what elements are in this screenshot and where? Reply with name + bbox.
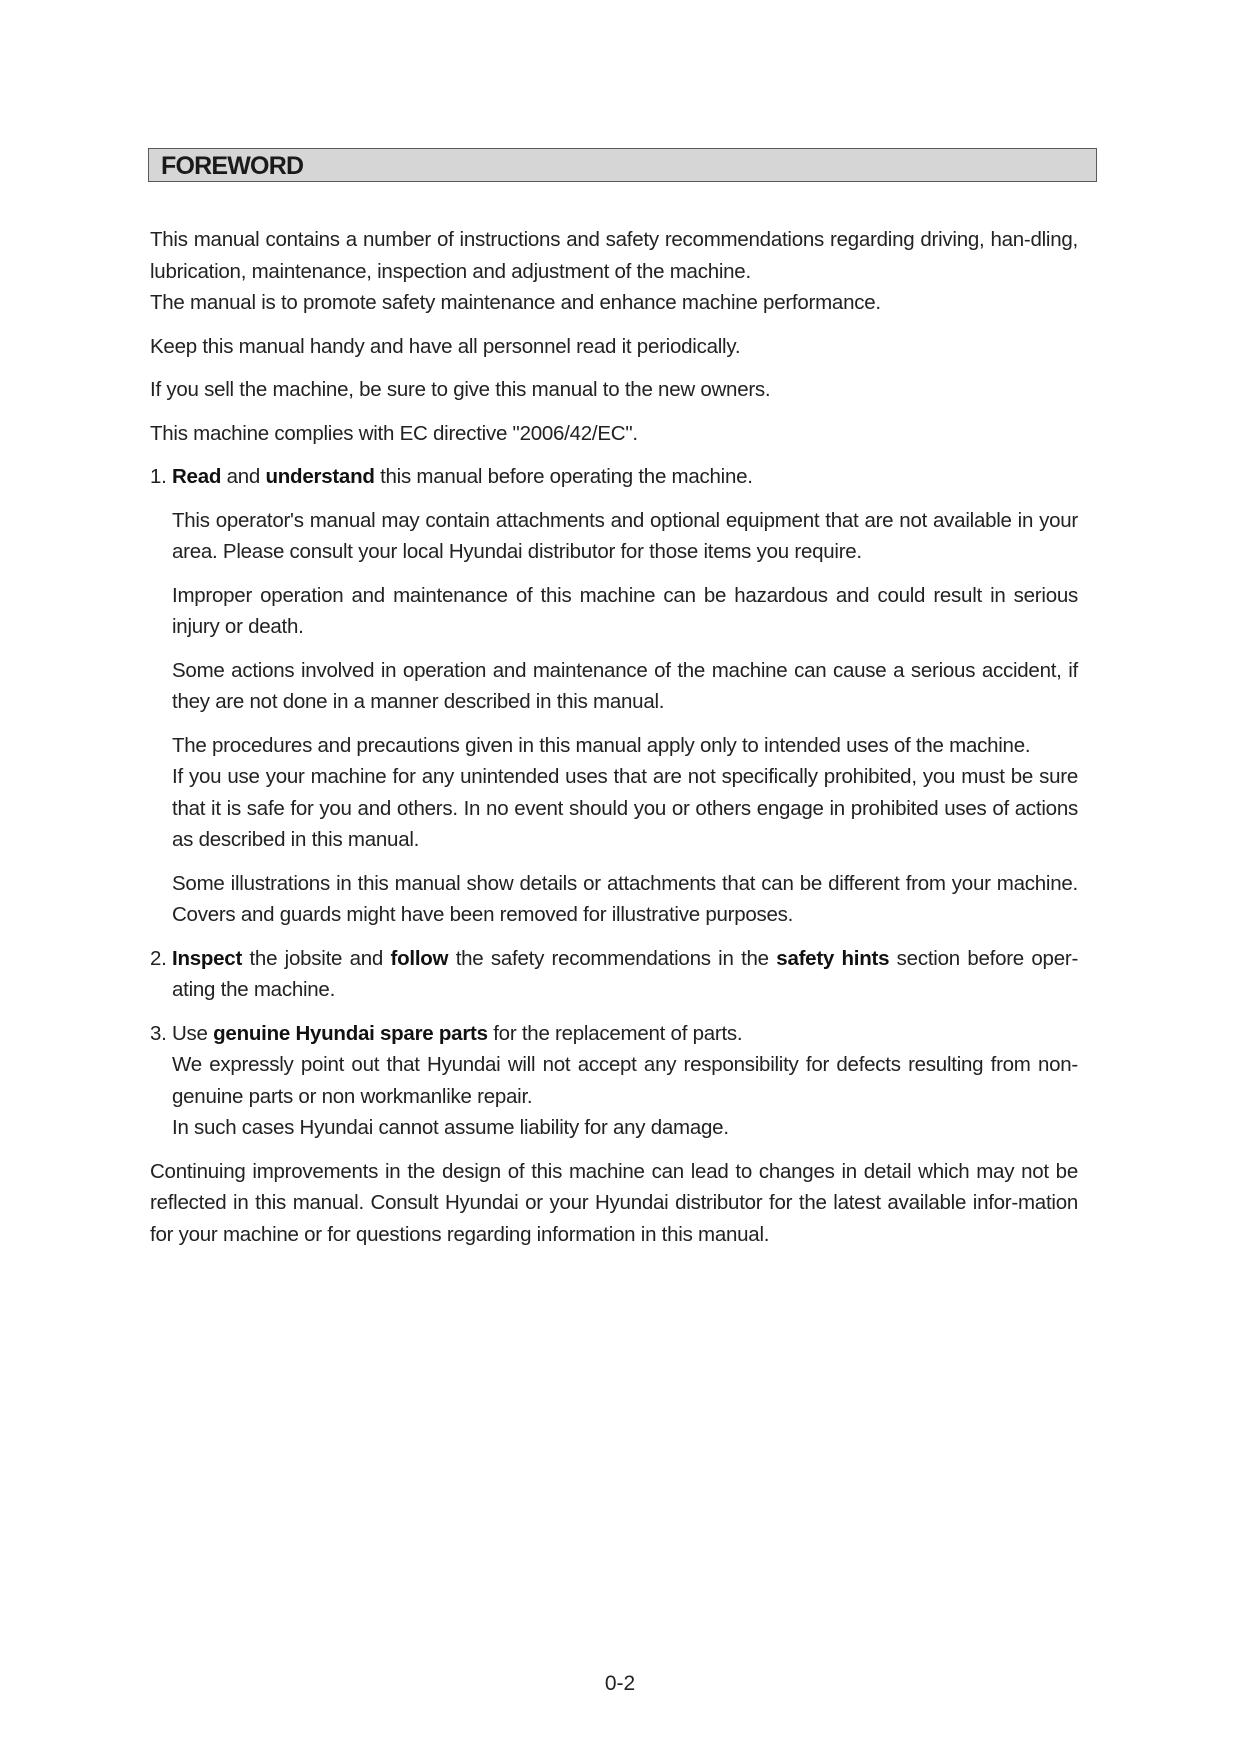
item-text: for the replacement of parts. bbox=[487, 1021, 743, 1045]
detail-paragraph: If you use your machine for any unintended uses that are not specifically prohibited, you must be sure that it is safe for you and others. In no event should you or others engage in prohibited uses of actions as described in this manual. bbox=[172, 765, 1078, 851]
item-text: In such cases Hyundai cannot assume liability for any damage. bbox=[172, 1116, 729, 1139]
list-item-1 bbox=[150, 461, 1078, 493]
item-text: and bbox=[221, 465, 266, 488]
list-item-1-heading bbox=[172, 461, 1078, 493]
detail-paragraph: The procedures and precautions given in this manual apply only to intended uses of the machine. bbox=[172, 733, 1031, 757]
list-item-3-text bbox=[172, 1018, 1078, 1144]
document-body bbox=[150, 224, 1078, 1262]
detail-paragraph: This operator's manual may contain attachments and optional equipment that are not available in your area. Please consult your local Hyundai distributor for those items you require. bbox=[172, 508, 1078, 563]
bold-term: Inspect bbox=[172, 946, 243, 970]
detail-paragraph: Some actions involved in operation and maintenance of the machine can cause a serious accident, if they are not done in a manner described in this manual. bbox=[172, 658, 1078, 713]
intro-paragraph-1b bbox=[150, 287, 1078, 319]
bold-term: safety hints bbox=[776, 946, 890, 970]
item-text: We expressly point out that Hyundai will not accept any responsibility for defects resulting from non-genuine parts or non workmanlike repair. bbox=[172, 1053, 1078, 1108]
intro-text: This manual contains a number of instructions and safety recommendations regarding driving, han-dling, lubrication, maintenance, inspection and adjustment of the machine. bbox=[150, 228, 1078, 283]
bold-term: follow bbox=[390, 946, 449, 970]
intro-text: The manual is to promote safety maintenance and enhance machine performance. bbox=[150, 291, 881, 314]
section-title-box bbox=[148, 148, 1097, 182]
bold-term: genuine Hyundai spare parts bbox=[213, 1021, 488, 1045]
closing-paragraph: Continuing improvements in the design of this machine can lead to changes in detail which may not be reflected in this manual. Consult Hyundai or your Hyundai distributor for the latest available infor-mation for your machine or for questions regarding information in this manual. bbox=[150, 1159, 1078, 1246]
item-text: Use bbox=[172, 1021, 214, 1045]
list-item-3 bbox=[150, 1018, 1078, 1144]
detail-paragraph: Improper operation and maintenance of this machine can be hazardous and could result in serious injury or death. bbox=[172, 583, 1078, 638]
item-text: section before oper-ating the machine. bbox=[172, 946, 1079, 1001]
list-number: 2. bbox=[150, 946, 167, 970]
bold-term: understand bbox=[265, 465, 375, 488]
item-text: the safety recommendations in the bbox=[448, 946, 777, 970]
intro-paragraph-2: Keep this manual handy and have all personnel read it periodically. bbox=[150, 334, 741, 358]
item-text: the jobsite and bbox=[242, 946, 391, 970]
page-number: 0-2 bbox=[604, 1672, 636, 1695]
detail-paragraph: Some illustrations in this manual show details or attachments that can be different from your machine. Covers and guards might have been removed for illustrative purposes. bbox=[172, 871, 1078, 926]
bold-term: Read bbox=[172, 465, 222, 488]
list-item-2 bbox=[150, 943, 1078, 1006]
intro-paragraph-1 bbox=[150, 224, 1078, 287]
intro-paragraph-3: If you sell the machine, be sure to give this manual to the new owners. bbox=[150, 378, 771, 401]
list-number: 1. bbox=[150, 465, 167, 488]
item-text: this manual before operating the machine. bbox=[374, 465, 753, 488]
list-number: 3. bbox=[150, 1021, 167, 1045]
page-title: FOREWORD bbox=[161, 152, 304, 180]
intro-paragraph-4: This machine complies with EC directive "2006/42/EC". bbox=[150, 421, 638, 445]
list-item-1-details bbox=[150, 505, 1078, 931]
list-item-2-text bbox=[172, 943, 1078, 1006]
